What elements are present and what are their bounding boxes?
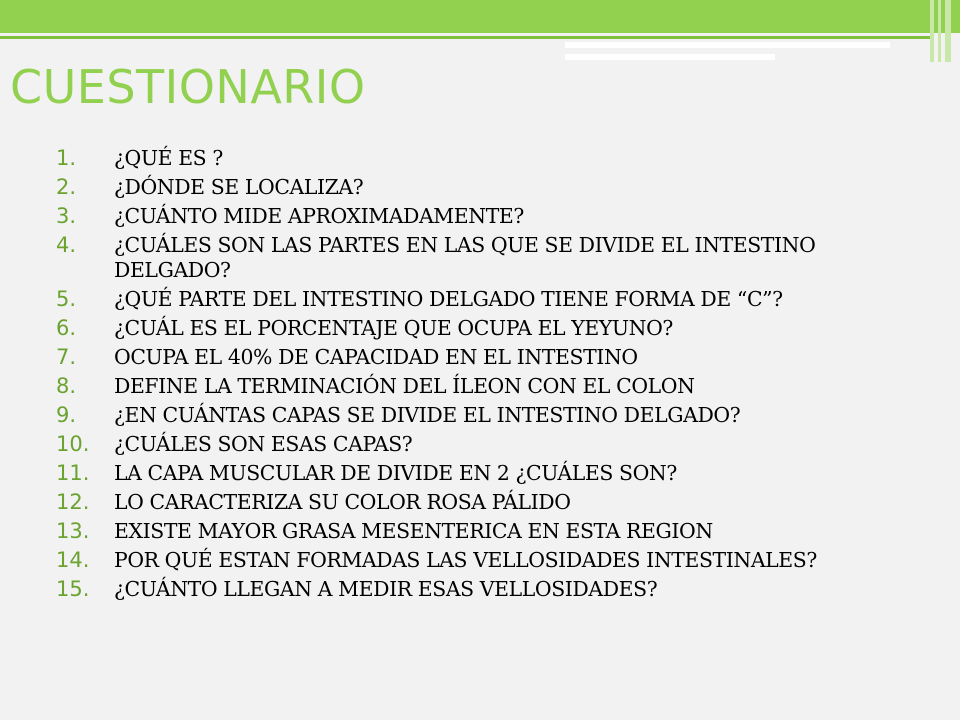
- question-number: 3.: [56, 204, 77, 228]
- question-text: POR QUÉ ESTAN FORMADAS LAS VELLOSIDADES INTESTINALES?: [114, 548, 817, 572]
- question-number: 9.: [56, 403, 77, 427]
- page-title: CUESTIONARIO: [10, 60, 366, 114]
- header-accent-line: [0, 36, 930, 39]
- question-number: 11.: [56, 461, 90, 485]
- question-text: ¿QUÉ ES ?: [114, 146, 223, 170]
- question-item: [56, 432, 936, 457]
- question-list: [56, 146, 936, 606]
- question-number: 7.: [56, 345, 77, 369]
- question-text: ¿CUÁLES SON LAS PARTES EN LAS QUE SE DIVIDE EL INTESTINO DELGADO?: [114, 233, 816, 282]
- question-item: [56, 146, 936, 171]
- question-item: [56, 461, 936, 486]
- question-number: 15.: [56, 577, 90, 601]
- header-right-stripe: [945, 0, 951, 62]
- header-right-stripe: [938, 0, 941, 62]
- question-number: 12.: [56, 490, 90, 514]
- question-item: [56, 204, 936, 229]
- question-text: ¿CUÁNTO LLEGAN A MEDIR ESAS VELLOSIDADES?: [114, 577, 658, 601]
- question-text: ¿DÓNDE SE LOCALIZA?: [114, 175, 364, 199]
- header-band: [0, 0, 960, 33]
- question-text: ¿QUÉ PARTE DEL INTESTINO DELGADO TIENE FORMA DE “C”?: [114, 287, 783, 311]
- question-text: DEFINE LA TERMINACIÓN DEL ÍLEON CON EL COLON: [114, 374, 695, 398]
- question-item: [56, 287, 936, 312]
- header-right-stripe: [930, 0, 934, 62]
- question-number: 14.: [56, 548, 90, 572]
- question-number: 8.: [56, 374, 77, 398]
- question-text: LO CARACTERIZA SU COLOR ROSA PÁLIDO: [114, 490, 571, 514]
- question-item: [56, 403, 936, 428]
- question-text: LA CAPA MUSCULAR DE DIVIDE EN 2 ¿CUÁLES SON?: [114, 461, 677, 485]
- question-text: ¿EN CUÁNTAS CAPAS SE DIVIDE EL INTESTINO DELGADO?: [114, 403, 741, 427]
- question-number: 5.: [56, 287, 77, 311]
- question-item: [56, 519, 936, 544]
- question-text: EXISTE MAYOR GRASA MESENTERICA EN ESTA REGION: [114, 519, 713, 543]
- question-text: ¿CUÁL ES EL PORCENTAJE QUE OCUPA EL YEYUNO?: [114, 316, 673, 340]
- header-white-bar-short: [565, 54, 775, 60]
- question-item: [56, 175, 936, 200]
- question-item: [56, 345, 936, 370]
- header-white-bar: [565, 42, 890, 48]
- question-number: 4.: [56, 233, 77, 257]
- question-text: OCUPA EL 40% DE CAPACIDAD EN EL INTESTINO: [114, 345, 638, 369]
- question-item: [56, 577, 936, 602]
- question-item: [56, 233, 936, 283]
- question-text: ¿CUÁLES SON ESAS CAPAS?: [114, 432, 413, 456]
- question-item: [56, 374, 936, 399]
- question-number: 10.: [56, 432, 90, 456]
- question-number: 13.: [56, 519, 90, 543]
- question-text: ¿CUÁNTO MIDE APROXIMADAMENTE?: [114, 204, 524, 228]
- question-item: [56, 490, 936, 515]
- question-item: [56, 548, 936, 573]
- question-item: [56, 316, 936, 341]
- question-number: 6.: [56, 316, 77, 340]
- question-number: 2.: [56, 175, 77, 199]
- question-number: 1.: [56, 146, 77, 170]
